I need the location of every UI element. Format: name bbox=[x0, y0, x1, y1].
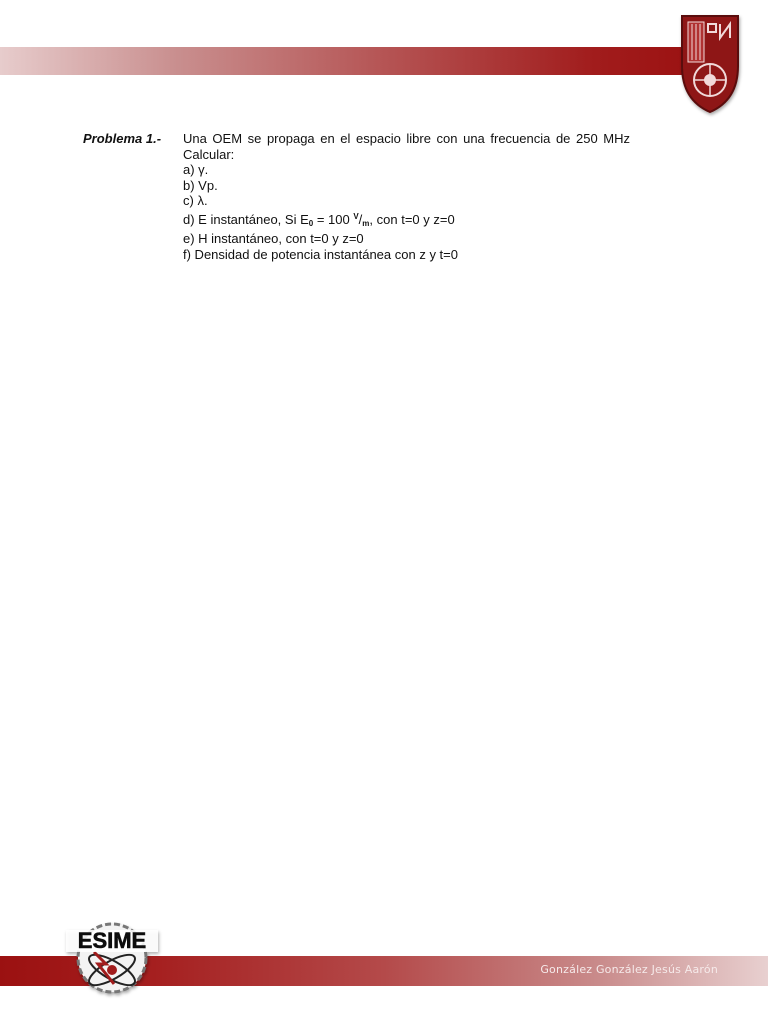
header-band bbox=[0, 47, 700, 75]
item-d-unit-denominator: m bbox=[362, 218, 370, 228]
problem-item-e: e) H instantáneo, con t=0 y z=0 bbox=[183, 231, 364, 246]
esime-logo bbox=[58, 912, 166, 1000]
problem-body bbox=[183, 131, 630, 262]
problem-item-f: f) Densidad de potencia instantánea con z y t=0 bbox=[183, 246, 458, 262]
item-d-suffix: , con t=0 y z=0 bbox=[369, 211, 455, 227]
problem-statement: Una OEM se propaga en el espacio libre con una frecuencia de 250 MHz Calcular: bbox=[183, 131, 630, 162]
problem-item-b: b) Vp. bbox=[183, 177, 218, 193]
item-d-unit-numerator: V bbox=[353, 211, 359, 221]
problem-item-c: c) λ. bbox=[183, 193, 208, 208]
problem-label: Problema 1.- bbox=[83, 131, 162, 146]
ipn-logo bbox=[668, 8, 752, 120]
item-d-subscript: 0 bbox=[308, 218, 314, 228]
item-d-unit-slash: / bbox=[358, 211, 363, 227]
problem-item-a: a) γ. bbox=[183, 162, 209, 177]
problem-item-d bbox=[183, 209, 630, 232]
footer-author: González González Jesús Aarón bbox=[540, 963, 718, 976]
svg-text:ESIME: ESIME bbox=[77, 928, 147, 953]
item-d-prefix: d) E instantáneo, Si E bbox=[183, 211, 309, 227]
item-d-mid: = 100 bbox=[313, 211, 354, 227]
